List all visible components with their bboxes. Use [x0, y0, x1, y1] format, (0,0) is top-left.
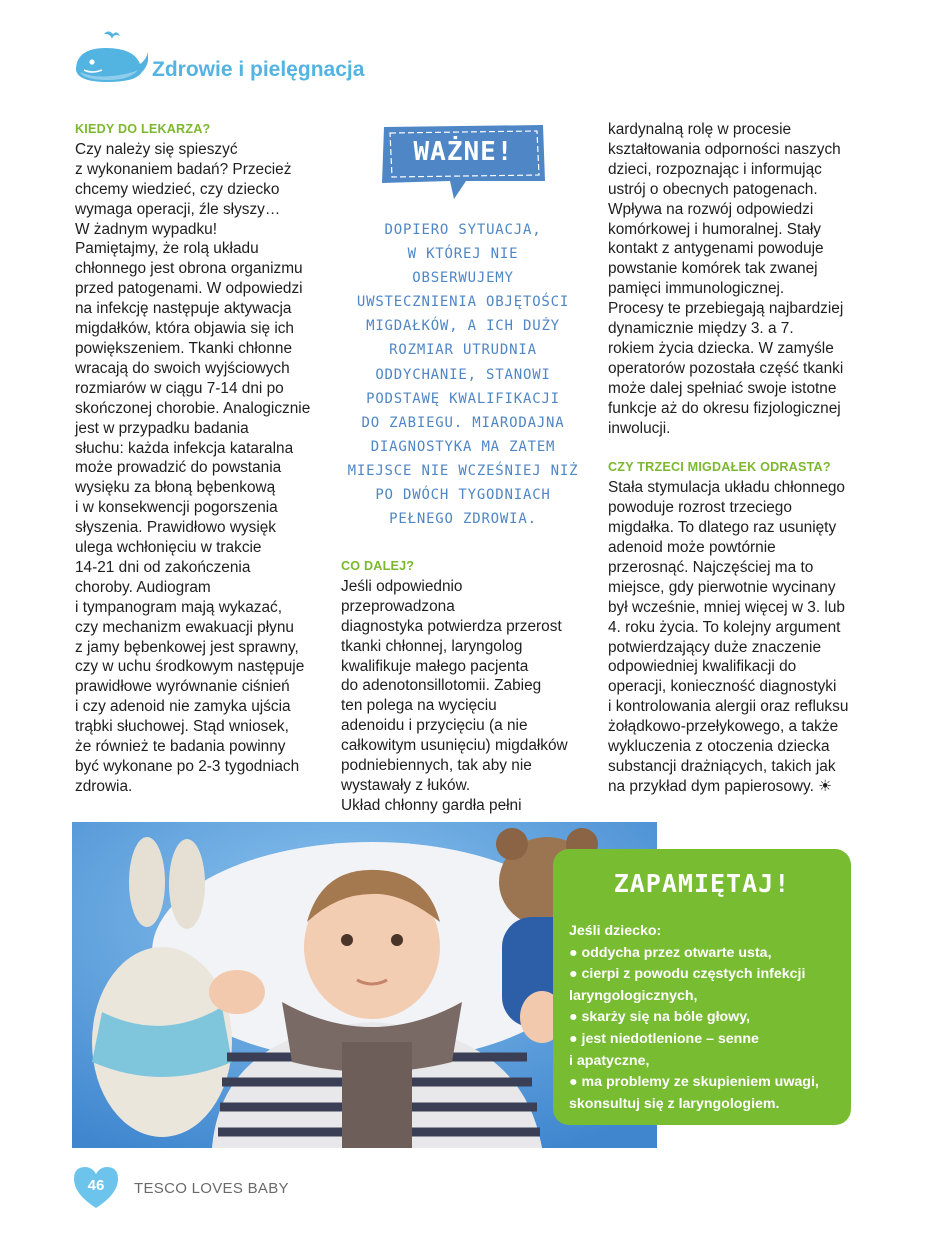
right-column-body-bottom: Stała stymulacja układu chłonnego powoduje rozrost trzeciego migdałka. To dlatego raz usunięty adenoid może powtórnie przerosnąć. Najczęściej ma to miejsce, gdy pierwotnie wycinany był wcześnie, mniej więcej w 3. lub 4. roku życia. To kolejny argument potwierdzający duże znaczenie odpowiedniej kwalifikacji do operacji, konieczność diagnostyki i kontrolowania alergii oraz refluksu żołądkowo-przełykowego, a także wykluczenia z otoczenia dziecka substancji drażniących, takich jak na przykład dym papierosowy. ☀: [608, 479, 849, 795]
magazine-name: TESCO LOVES BABY: [134, 1180, 289, 1197]
zapamietaj-box: [553, 849, 851, 1125]
zapamietaj-title: ZAPAMIĘTAJ!: [613, 869, 791, 898]
wazne-callout: [380, 123, 547, 200]
section-title: Zdrowie i pielęgnacja: [152, 58, 365, 81]
right-column: [608, 120, 858, 797]
whale-icon: [72, 30, 148, 86]
page-number: 46: [87, 1177, 105, 1194]
zapamietaj-list: Jeśli dziecko: ● oddycha przez otwarte usta, ● cierpi z powodu częstych infekcji laryngologicznych, ● skarży się na bóle głowy, ● jest niedotlenione – senne i apatyczne, ● ma problemy ze skupieniem uwagi, skonsultuj się z laryngologiem.: [569, 923, 819, 1112]
left-column-body: Czy należy się spieszyć z wykonaniem badań? Przecież chcemy wiedzieć, czy dziecko wymaga operacji, źle słyszy… W żadnym wypadku! Pamiętajmy, że rolą układu chłonnego jest obrona organizmu przed patogenami. W odpowiedzi na infekcję następuje aktywacja migdałków, która objawia się ich powiększeniem. Tkanki chłonne wracają do swoich wyjściowych rozmiarów w ciągu 7-14 dni po skończonej chorobie. Analogicznie jest w przypadku badania słuchu: każda infekcja kataralna może prowadzić do powstania wysięku za błoną bębenkową i w konsekwencji pogorszenia słyszenia. Prawidłowo wysięk ulega wchłonięciu w trakcie 14-21 dni od zakończenia choroby. Audiogram i tympanogram mają wykazać, czy mechanizm ewakuacji płynu z jamy bębenkowej jest sprawny, czy w uchu środkowym następuje prawidłowe wyrównanie ciśnień i czy adenoid nie zamyka ujścia trąbki słuchowej. Stąd wniosek, że również te badania powinny być wykonane po 2-3 tygodniach zdrowia.: [75, 140, 311, 795]
heading-czy-trzeci-migdalek: CZY TRZECI MIGDAŁEK ODRASTA?: [608, 460, 831, 475]
middle-column: [341, 557, 577, 816]
heading-kiedy-do-lekarza: KIEDY DO LEKARZA?: [75, 122, 211, 136]
middle-column-body: Jeśli odpowiednio przeprowadzona diagnostyka potwierdza przerost tkanki chłonnej, laryngolog kwalifikuje małego pacjenta do adenotonsillotomii. Zabieg ten polega na wycięciu adenoidu i przycięciu (a nie całkowitym usunięciu) migdałków podniebiennych, tak aby nie wystawały z łuków. Układ chłonny gardła pełni: [341, 577, 568, 814]
wazne-label: WAŻNE!: [413, 137, 514, 167]
right-column-body-top: kardynalną rolę w procesie kształtowania odporności naszych dzieci, rozpoznając i informując ustrój o obecnych patogenach. Wpływa na rozwój odpowiedzi komórkowej i humoralnej. Stały kontakt z antygenami powoduje powstanie komórek tak zwanej pamięci immunologicznej. Procesy te przebiegają najbardziej dynamicznie między 3. a 7. rokiem życia dziecka. W zamyśle operatorów pozostała część tkanki może dalej spełniać swoje istotne funkcje aż do okresu fizjologicznej inwolucji.: [608, 121, 844, 437]
section-header: [72, 30, 472, 92]
wazne-text: DOPIERO SYTUACJA, W KTÓREJ NIE OBSERWUJEMY UWSTECZNIENIA OBJĘTOŚCI MIGDAŁKÓW, A ICH DUŻY ROZMIAR UTRUDNIA ODDYCHANIE, STANOWI PODSTAWĘ KWALIFIKACJI DO ZABIEGU. MIARODAJNA DIAGNOSTYKA MA ZATEM MIEJSCE NIE WCZEŚNIEJ NIŻ PO DWÓCH TYGODNIACH PEŁNEGO ZDROWIA.: [347, 222, 579, 528]
left-column: [75, 120, 325, 797]
heading-co-dalej: CO DALEJ?: [341, 559, 415, 573]
